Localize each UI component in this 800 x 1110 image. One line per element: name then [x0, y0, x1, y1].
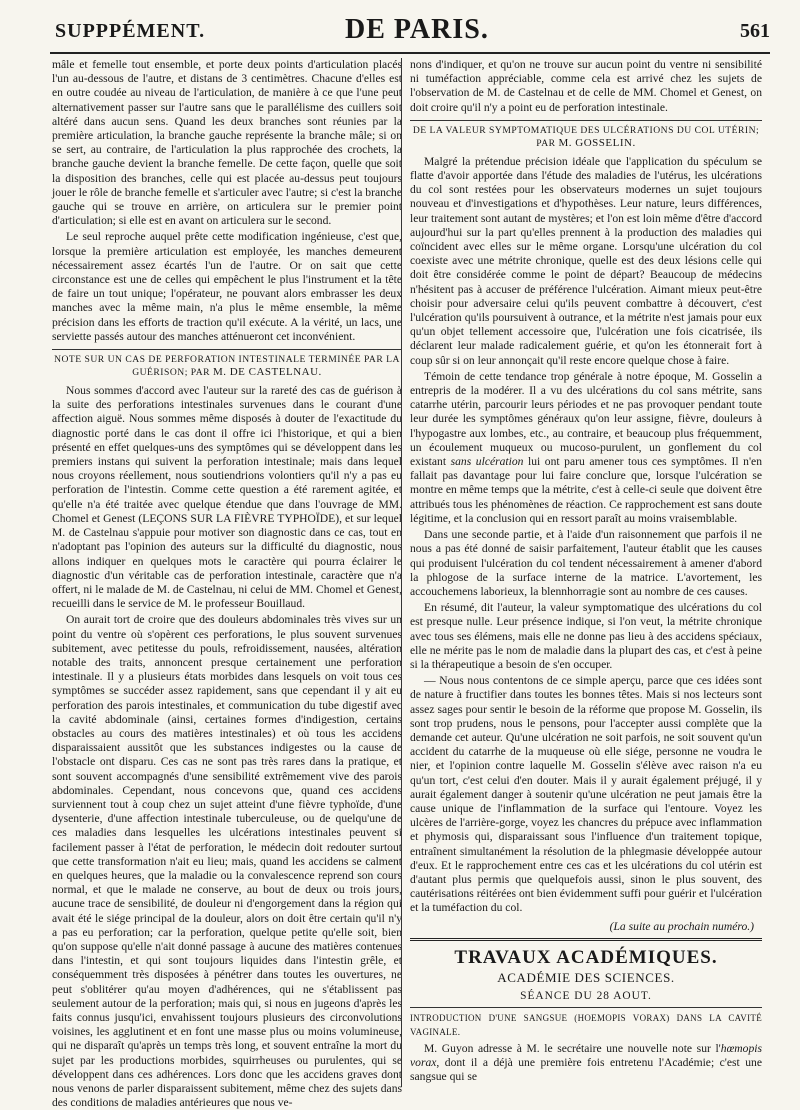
section-title-ulcerations	[410, 120, 762, 150]
paragraph	[410, 1042, 762, 1085]
text-run: M. Guyon adresse à M. le secrétaire une nouvelle note sur l'	[424, 1041, 721, 1055]
section-author: M. GOSSELIN.	[558, 136, 636, 149]
paragraph: — Nous nous contentons de ce simple aperçu, parce que ces idées sont de nature à fructifier dans toutes les bonnes têtes. Mais si nos lecteurs sont assez sages pour sentir le besoin de la réforme que propose M. Gosselin, ils sont trop prudens, nous le pensons, pour l'accepter aussi complète que la demande cet auteur. Qu'une ulcération ne soit parfois, ne soit souvent qu'un accident du catarrhe de la muqueuse où elle siége, personne ne voudra le nier, et l'opinion contre laquelle M. Gosselin s'élève avec raison n'a eu qu'un tort, c'est celui d'en douter. Mais il y aurait également préjugé, il y aurait également danger à soutenir qu'une ulcération ne peut jamais être la cause unique de l'inflammation de la surface qui l'entoure. Voyez les ulcères de l'arrière-gorge, voyez les chancres du prépuce avec inflammation et phymosis qui, disparaissant sous l'influence d'un traitement topique, entraînent simultanément la résolution de la phlegmasie développée autour d'eux. Et le rapprochement entre ces cas et les ulcérations du col utérin est d'autant plus permis que quelquefois aussi, sinon le plus souvent, des cautérisations réitérées ont bien évidemment suffi pour guérir et l'ulcération et la tuméfaction du col.	[410, 674, 762, 915]
paragraph: nons d'indiquer, et qu'on ne trouve sur aucun point du ventre ni sensibilité ni tuméfaction appréciable, comme cela est arrivé chez les sujets de l'observation de M. de Castelnau et de celle de MM. Chomel et Genest, on doit croire qu'il n'y a point eu de perforation intestinale.	[410, 58, 762, 114]
travaux-title: TRAVAUX ACADÉMIQUES.	[454, 946, 718, 968]
section-title-perforation	[52, 349, 402, 379]
left-column	[52, 58, 402, 1110]
seance-date: SÉANCE DU 28 AOUT.	[520, 989, 652, 1002]
paragraph: Nous sommes d'accord avec l'auteur sur la rareté des cas de guérison à la suite des perforations intestinales survenues dans le courant d'une affection aiguë. Nous sommes même disposés à douter de l'exactitude du diagnostic porté dans le cas dont il offre ici l'historique, et qui a bien présenté en effet quelques-uns des symptômes qui se développent dans les premiers instans qui suivent la perforation intestinale; mais dans lequel nous croyons réellement, nous soutiendrions volontiers qu'il n'y a pas eu perforation de l'intestin. Comme cette question a été rarement agitée, et qu'elle n'a été traitée avec quelque étendue que dans l'ouvrage de MM. Chomel et Genest (LEÇONS SUR LA FIÈVRE TYPHOÏDE), et sur lequel M. de Castelnau s'appuie pour motiver son diagnostic dans ce cas, tout en n'adoptant pas l'opinion des auteurs sur la difficulté du diagnostic, nous allons indiquer en quelques mots le caractère qui pourra éclairer le diagnostic d'un véritable cas de perforation intestinale, caractère que n'a offert, ni le malade de M. de Castelnau, ni celui de MM. Chomel et Genest, recueilli dans le service de M. le professeur Bouillaud.	[52, 384, 402, 611]
paragraph: mâle et femelle tout ensemble, et porte deux points d'articulation placés l'un au-dessous de l'autre, et distans de 3 centimètres. Chacune d'elles est en outre coudée au niveau de l'articulation, de manière à ce que l'une peut alternativement passer sur l'autre sans que le parallélisme des cuillers soit altéré dans aucun sens. Quand les deux branches sont réunies par la première articulation, la branche gauche représente la branche mâle; si on se sert, au contraire, de l'articulation la plus rapprochée des crochets, la branche gauche devient la branche femelle. De cette façon, quelle que soit la disposition des branches, celle qui est placée au-dessus peut toujours jouer le rôle de branche femelle et s'articuler avec l'autre; si c'est la branche gauche qui se trouve en arrière, on articulera sur le premier point d'articulation; si elle est en avant on articulera sur le second.	[52, 58, 402, 228]
header-rule	[50, 52, 770, 54]
section-author: M. DE CASTELNAU.	[212, 366, 322, 379]
intro-title: INTRODUCTION D'UNE SANGSUE (HOEMOPIS VORAX) DANS LA CAVITÉ VAGINALE.	[410, 1007, 762, 1039]
section-rule	[410, 938, 762, 941]
text-run: lui ont paru amener tous ces symptômes. Il n'en fallait pas davantage pour lui faire conclure que, lorsque l'ulcération se montre en même temps que la métrite, c'est à celle-ci seule que doivent être attribués tous les phénomènes de réaction. Ce rapprochement est sans doute légitime, et la conclusion qui en ressort paraît au moins vraisemblable.	[410, 455, 762, 525]
text-run: , dont il a déjà une première fois entretenu l'Académie; c'est une sangsue qui se	[410, 1055, 762, 1083]
column-divider	[401, 58, 402, 1087]
continuation-note: (La suite au prochain numéro.)	[609, 919, 754, 933]
paragraph	[410, 370, 762, 526]
right-column	[410, 58, 762, 1087]
paragraph: Le seul reproche auquel prête cette modification ingénieuse, c'est que, lorsque la première articulation est employée, les manches demeurent nécessairement assez écartés l'un de l'autre. Or on sait que cette circonstance est une de celles qui empêchent le plus l'instrument et la tête de faire un tout unique; l'opérateur, ne pouvant alors embrasser les deux manches avec la même main, n'a plus le même ensemble, la même précision dans les efforts de traction qu'il exécute. A la vérité, un lacs, une serviette passés autour des manches atténueront cet inconvénient.	[52, 230, 402, 343]
page-number: 561	[740, 20, 770, 42]
emphasis-text: hœmopis vorax	[410, 1041, 762, 1069]
header-title: DE PARIS.	[345, 14, 489, 45]
text-run: Témoin de cette tendance trop générale à notre époque, M. Gosselin a entrepris de la modérer. Il a vu des ulcérations du col sans métrite, sans catarrhe utérin, parcourir leurs périodes et ne pas provoquer pendant toute leur durée les symptômes généraux qu'on leur assigne, fièvre, douleurs à l'hypogastre aux lombes, etc., au contraire, et beaucoup plus fréquemment, un écoulement muqueux ou mucoso-purulent, un gonflement du col existant	[410, 369, 762, 469]
emphasis-text: sans ulcération	[450, 455, 524, 469]
paragraph: Malgré la prétendue précision idéale que l'application du spéculum se flatte d'avoir apportée dans l'étude des maladies de l'utérus, les ulcérations du col sont restées pour les observateurs modernes un sujet toujours nouveau et d'investigations et d'hypothèses. Leur nature, leurs différences, leur traitement sont autant de mystères; et l'on est loin même d'être d'accord aujourd'hui sur la part qu'elles prennent à la production des maladies qui coïncident avec elles sur le même organe. Lorsqu'une ulcération du col coexiste avec une métrite chronique, quelle est des deux lésions celle qui doit être considérée comme le point de départ? Beaucoup de médecins n'hésitent pas à accuser de préférence l'ulcération. Aimant mieux peut-être choisir pour adversaire celui qu'ils peuvent combattre à découvert, c'est l'ulcération qu'ils poursuivent à outrance, et la métrite n'est jamais pour eux qu'un objet tellement accessoire que, l'ulcération une fois cicatrisée, ils déclarent leur malade radicalement guérie, et qu'on les étonnerait fort à coup sûr si on leur annonçait qu'il reste encore quelque chose à faire.	[410, 154, 762, 367]
header-supplement-label: SUPPPÉMENT.	[55, 20, 206, 42]
paragraph: Dans une seconde partie, et à l'aide d'un raisonnement que parfois il ne nous a pas été donné de saisir parfaitement, l'auteur établit que les causes qui produisent l'ulcération du col tendent nécessairement à amener d'abord la phlogose de la surface interne de la matrice. L'avortement, les accouchemens laborieux, la blennhorragie sont au nombre de ces causes.	[410, 528, 762, 598]
academie-title: ACADÉMIE DES SCIENCES.	[497, 969, 675, 985]
paragraph: On aurait tort de croire que des douleurs abdominales très vives sur un point du ventre où s'opèrent ces perforations, le plus souvent survenues subitement, avec petitesse du pouls, refroidissement, nausées, altération notable des traits, annoncent presque certainement une perforation intestinale. Il y a plusieurs états morbides dans lesquels on voit tous ces symptômes se succéder assez rapidement, sans que cependant il y ait eu perforation des parois intestinales, et communication du tube digestif avec la cavité abdominale (ainsi, certaines formes d'indigestion, certains obstacles au cours des matières intestinales) et où tous les accidens disparaissaient aussitôt que les substances indigestes ou la cause de l'obstacle ont disparu. Ces cas ne sont pas très rares dans la pratique, et sont souvent accompagnés d'une sensibilité extrêmement vive des parois abdominales. Cependant, nous concevons que, quand ces accidens surviennent tout à coup chez un sujet atteint d'une fièvre typhoïde, d'une dysenterie, d'une affection intestinale tuberculeuse, ou de quelqu'une de ces maladies dans lesquelles les ulcérations intestinales peuvent si facilement passer à l'état de perforation, le médecin doit redouter surtout que cette transformation n'ait eu lieu; mais, quand les accidens se calment en quelques heures, que la maladie ou la convalescence reprend son cours normal, et que le malade ne conserve, au bout de deux ou trois jours, aucune trace de sensibilité, de douleur ni d'engorgement dans la région qui avait été le siége principal de la douleur, alors on doit être certain qu'il n'y a pas eu perforation; car la perforation, quelque petite qu'elle soit, bien qu'on suppose qu'elle n'ait donné passage à aucune des matières contenues dans l'intestin, et qui sont toujours liquides dans l'intestin grêle, et conséquemment très disposées à pénétrer dans toutes les ouvertures, ne peut s'oblitérer qu'au moyen d'adhérences, qui ne s'établissent pas seulement autour de la perforation; mais qui, si nous en jugeons d'après les faits connus jusqu'ici, envahissent toujours plusieurs des circonvolutions voisines, les agglutinent et en font une masse plus ou moins volumineuse, qui ne disparaît qu'après un temps très long, et souvent entraîne la mort du sujet par les productions morbides, squirrheuses ou purulentes, qui se développent dans ces adhérences. Lors donc que les accidens graves dont nous venons de parler disparaissent subitement, même chez des sujets dans des conditions de maladies antérieures que nous ve-	[52, 613, 402, 1110]
section-title-text: NOTE SUR UN CAS DE PERFORATION INTESTINALE TERMINÉE PAR LA GUÉRISON; PAR	[54, 354, 400, 379]
section-title-text: DE LA VALEUR SYMPTOMATIQUE DES ULCÉRATIONS DU COL UTÉRIN; PAR	[412, 124, 760, 149]
page-header	[0, 0, 800, 48]
paragraph: En résumé, dit l'auteur, la valeur symptomatique des ulcérations du col est presque nulle. Leur présence indique, si l'on veut, la métrite chronique avec tous ses élémens, mais elle ne donne pas lieu à des accidens spéciaux, elle ne mérite pas le nom de maladie dans la plupart des cas, et c'est à peine si la thérapeutique a besoin de s'en occuper.	[410, 601, 762, 671]
